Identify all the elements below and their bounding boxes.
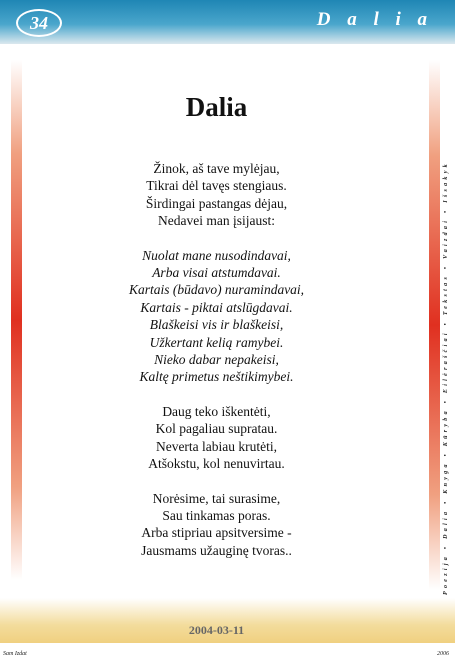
poem-line: Žinok, aš tave mylėjau,	[153, 161, 280, 176]
stanza-2	[0, 247, 433, 386]
poem-line: Kaltę primetus neštikimybei.	[139, 369, 294, 385]
poem-line: Tikrai dėl tavęs stengiaus.	[146, 178, 287, 194]
poem-line: Jausmams užauginę tvoras..	[141, 542, 292, 558]
header-bar	[0, 0, 455, 44]
poem-line: Atšokstu, kol nenuvirtau.	[148, 456, 285, 472]
poem-line: Sau tinkamas poras.	[162, 507, 271, 523]
page-number-badge: 34	[16, 9, 62, 37]
poem-line: Neverta labiau krutėti,	[155, 438, 278, 454]
poem-line: Arba stipriau apsitversime -	[141, 525, 292, 541]
stanza-3	[0, 403, 433, 473]
poem-line: Arba visai atstumdavai.	[152, 265, 281, 281]
poem-line: Kartais - piktai atslūgdavai.	[140, 299, 293, 315]
poem-line: Blaškeisi vis ir blaškeisi,	[149, 317, 284, 333]
year-note: 2006	[437, 651, 449, 657]
poem-title: Dalia	[185, 92, 248, 122]
poem-line: Užkertant kelią ramybei.	[149, 334, 284, 350]
poem-line: Nedavei man įsijaust:	[158, 213, 275, 229]
stanza-4	[0, 490, 433, 560]
poem-body	[0, 160, 433, 576]
vertical-side-text: Poezija • Dalia • Knyga • Kūryba • Eilėraščiai • Tekstas • Vaizdai • Išsakyk	[443, 161, 449, 595]
poem-line: Nuolat mane nusodindavai,	[142, 247, 291, 263]
poem-line: Norėsime, tai surasime,	[152, 490, 281, 506]
poem-line: Daug teko iškentėti,	[162, 403, 271, 419]
header-title: D a l i a	[316, 9, 433, 30]
stanza-1	[0, 160, 433, 230]
poem-line: Širdingai pastangas dėjau,	[145, 195, 288, 211]
poem-date: 2004-03-11	[188, 623, 245, 637]
poem-line: Nieko dabar nepakeisi,	[154, 352, 279, 368]
poem-line: Kol pagaliau supratau.	[155, 421, 278, 437]
poem-line: Kartais (būdavo) nuramindavai,	[128, 282, 305, 298]
publisher-note: Sam Izdat	[3, 651, 27, 657]
